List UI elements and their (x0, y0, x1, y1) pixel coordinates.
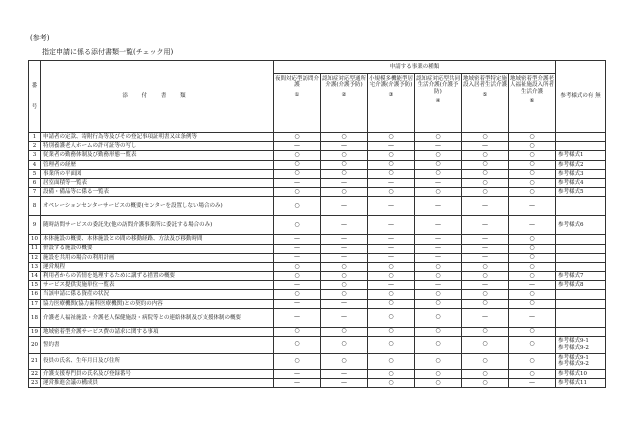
requirement-mark: — (462, 281, 509, 290)
requirement-mark: ○ (368, 272, 415, 281)
table-row (29, 308, 606, 327)
requirement-mark: — (368, 216, 415, 235)
requirement-mark: ○ (415, 327, 462, 336)
remark-form: 参考様式7 (556, 272, 606, 281)
requirement-mark: ○ (321, 262, 368, 271)
table-row (29, 281, 606, 290)
requirement-mark: ○ (321, 169, 368, 178)
requirement-mark: ○ (321, 160, 368, 169)
document-name: 運営推進会議の構成員 (41, 379, 274, 388)
requirement-mark: ○ (462, 337, 509, 354)
requirement-mark: — (274, 379, 321, 388)
table-row (29, 262, 606, 271)
document-name: 設備・備品等に係る一覧表 (41, 188, 274, 197)
remark-form: 参考様式1 (556, 151, 606, 160)
service-header-5 (462, 74, 509, 133)
remark-form: 参考様式4 (556, 178, 606, 187)
requirement-mark: ○ (462, 370, 509, 379)
requirement-mark: — (509, 379, 556, 388)
reference-label: (参考) (30, 34, 50, 42)
requirement-mark: — (415, 253, 462, 262)
remark-form (556, 299, 606, 308)
requirement-mark: ○ (415, 299, 462, 308)
requirement-mark: — (274, 299, 321, 308)
requirement-mark: — (462, 197, 509, 216)
remark-form (556, 142, 606, 151)
requirement-mark: — (274, 308, 321, 327)
document-name: 介護老人福祉施設・介護老人保健施設・病院等との連絡体制及び支援体制の概要 (41, 308, 274, 327)
remark-form: 参考様式3 (556, 169, 606, 178)
table-row (29, 188, 606, 197)
requirement-mark: ○ (509, 235, 556, 244)
requirement-mark: — (415, 244, 462, 253)
requirement-mark: — (415, 197, 462, 216)
requirement-mark: ○ (462, 272, 509, 281)
requirement-mark: ○ (368, 370, 415, 379)
requirement-mark: ○ (321, 188, 368, 197)
row-number: 9 (29, 216, 41, 235)
document-name: 地域密着型介護サービス費の請求に関する事項 (41, 327, 274, 336)
document-name: 事業所の平面図 (41, 169, 274, 178)
requirement-mark: — (462, 244, 509, 253)
requirement-mark: ○ (415, 169, 462, 178)
service-name: 地域密着型介護老人福祉施設入所者生活介護 (510, 76, 555, 95)
requirement-mark: ○ (509, 272, 556, 281)
document-name: 従業者の勤務体制及び勤務形態一覧表 (41, 151, 274, 160)
requirement-mark: ○ (415, 151, 462, 160)
requirement-mark: — (368, 235, 415, 244)
requirement-mark: ○ (415, 308, 462, 327)
attachment-checklist-table (28, 60, 606, 388)
requirement-mark: ○ (321, 327, 368, 336)
requirement-mark: ○ (321, 337, 368, 354)
requirement-mark: ○ (274, 133, 321, 142)
requirement-mark: — (415, 178, 462, 187)
requirement-mark: ○ (509, 244, 556, 253)
table-row (29, 272, 606, 281)
remark-form: 参考様式6 (556, 216, 606, 235)
row-number: 6 (29, 178, 41, 187)
row-number: 17 (29, 299, 41, 308)
document-heading: 指定申請に係る添付書類一覧(チェック用) (42, 48, 174, 56)
table-row (29, 160, 606, 169)
table-row (29, 169, 606, 178)
requirement-mark: ○ (368, 299, 415, 308)
remark-form (556, 327, 606, 336)
requirement-mark: ○ (274, 337, 321, 354)
service-number: ⑥ (529, 97, 535, 104)
requirement-mark: ○ (415, 290, 462, 299)
requirement-mark: ○ (509, 253, 556, 262)
requirement-mark: ○ (274, 327, 321, 336)
table-row (29, 197, 606, 216)
requirement-mark: ○ (368, 327, 415, 336)
requirement-mark: ○ (415, 188, 462, 197)
document-name: 管理者の経歴 (41, 160, 274, 169)
requirement-mark: — (321, 216, 368, 235)
requirement-mark: — (274, 281, 321, 290)
remark-form (556, 197, 606, 216)
requirement-mark: ○ (415, 160, 462, 169)
requirement-mark: ○ (321, 290, 368, 299)
service-header-4 (415, 74, 462, 133)
requirement-mark: ○ (415, 272, 462, 281)
requirement-mark: — (368, 197, 415, 216)
requirement-mark: ○ (509, 370, 556, 379)
document-name: 特別養護老人ホームの許可証等の写し (41, 142, 274, 151)
requirement-mark: — (509, 281, 556, 290)
requirement-mark: ○ (462, 379, 509, 388)
document-name: サービス提供実施単位一覧表 (41, 281, 274, 290)
requirement-mark: ○ (274, 262, 321, 271)
row-number: 5 (29, 169, 41, 178)
document-column-header: 添 付 書 類 (41, 61, 274, 133)
requirement-mark: — (274, 370, 321, 379)
requirement-mark: ○ (368, 262, 415, 271)
remark-form (556, 133, 606, 142)
requirement-mark: ○ (415, 337, 462, 354)
document-name: 協力医療機関(協力歯科医療機関)との契約の内容 (41, 299, 274, 308)
requirement-mark: — (321, 142, 368, 151)
document-name: 居室面積等一覧表 (41, 178, 274, 187)
row-number: 18 (29, 308, 41, 327)
remark-form: 参考様式9-1 参考様式9-2 (556, 337, 606, 354)
requirement-mark: ○ (321, 272, 368, 281)
service-types-header: 申請する事業の種類 (274, 61, 556, 74)
row-number: 22 (29, 370, 41, 379)
row-number: 11 (29, 244, 41, 253)
row-number: 10 (29, 235, 41, 244)
requirement-mark: ○ (274, 160, 321, 169)
document-name: 当該申請に係る資産の状況 (41, 290, 274, 299)
requirement-mark: — (415, 281, 462, 290)
row-number: 15 (29, 281, 41, 290)
remark-form: 参考様式11 (556, 379, 606, 388)
remark-form (556, 290, 606, 299)
service-name: 地域密着型特定施設入居者生活介護 (463, 76, 508, 89)
service-name: 認知症対応型共同生活介護(介護予防) (416, 76, 461, 95)
requirement-mark: ○ (509, 262, 556, 271)
requirement-mark: — (415, 216, 462, 235)
requirement-mark: — (509, 216, 556, 235)
requirement-mark: ○ (509, 299, 556, 308)
requirement-mark: — (274, 235, 321, 244)
requirement-mark: — (368, 281, 415, 290)
remark-form: 参考様式5 (556, 188, 606, 197)
requirement-mark: ○ (462, 290, 509, 299)
requirement-mark: ○ (509, 188, 556, 197)
requirement-mark: ○ (368, 290, 415, 299)
row-number: 20 (29, 337, 41, 354)
row-number: 1 (29, 133, 41, 142)
row-number: 2 (29, 142, 41, 151)
document-name: 誓約書 (41, 337, 274, 354)
service-number: ② (341, 91, 347, 98)
requirement-mark: — (509, 308, 556, 327)
requirement-mark: — (415, 142, 462, 151)
row-number: 13 (29, 262, 41, 271)
requirement-mark: — (321, 197, 368, 216)
table-row (29, 235, 606, 244)
requirement-mark: ○ (368, 151, 415, 160)
table-row (29, 290, 606, 299)
requirement-mark: ○ (274, 216, 321, 235)
requirement-mark: — (462, 142, 509, 151)
requirement-mark: ○ (509, 178, 556, 187)
requirement-mark: — (321, 299, 368, 308)
requirement-mark: ○ (462, 169, 509, 178)
requirement-mark: ○ (415, 262, 462, 271)
requirement-mark: ○ (368, 188, 415, 197)
requirement-mark: ○ (509, 290, 556, 299)
row-number: 7 (29, 188, 41, 197)
document-name: 利用者からの苦情を処理するために講ずる措置の概要 (41, 272, 274, 281)
remark-form: 参考様式8 (556, 281, 606, 290)
row-number: 8 (29, 197, 41, 216)
requirement-mark: — (415, 235, 462, 244)
requirement-mark: ○ (368, 337, 415, 354)
requirement-mark: ○ (462, 327, 509, 336)
requirement-mark: — (462, 253, 509, 262)
remark-form (556, 244, 606, 253)
requirement-mark: — (321, 370, 368, 379)
requirement-mark: ○ (368, 308, 415, 327)
requirement-mark: — (368, 178, 415, 187)
document-name: 申請者の定款、寄附行為等及びその登記事項証明書又は条例等 (41, 133, 274, 142)
requirement-mark: ○ (462, 178, 509, 187)
requirement-mark: — (321, 235, 368, 244)
document-name: 運営規程 (41, 262, 274, 271)
row-number: 4 (29, 160, 41, 169)
requirement-mark: ○ (415, 353, 462, 370)
service-number: ① (294, 91, 300, 98)
service-name: 認知症対応型通所介護(介護予防) (322, 76, 367, 89)
service-header-6 (509, 74, 556, 133)
requirement-mark: — (274, 142, 321, 151)
document-name: 施設を共用の場合の利用計画 (41, 253, 274, 262)
number-column-header: 番 号 (29, 61, 41, 133)
service-name: 夜間対応型訪問介護 (275, 76, 320, 89)
service-header-3 (368, 74, 415, 133)
table-row (29, 151, 606, 160)
requirement-mark: ○ (321, 151, 368, 160)
requirement-mark: — (321, 253, 368, 262)
requirement-mark: ○ (462, 299, 509, 308)
requirement-mark: — (368, 142, 415, 151)
requirement-mark: — (321, 308, 368, 327)
row-number: 16 (29, 290, 41, 299)
requirement-mark: ○ (274, 169, 321, 178)
requirement-mark: ○ (274, 272, 321, 281)
requirement-mark: ○ (274, 188, 321, 197)
row-number: 12 (29, 253, 41, 262)
row-number: 21 (29, 353, 41, 370)
requirement-mark: — (321, 379, 368, 388)
requirement-mark: — (321, 178, 368, 187)
remark-form (556, 253, 606, 262)
remark-form (556, 262, 606, 271)
row-number: 19 (29, 327, 41, 336)
requirement-mark: — (274, 178, 321, 187)
requirement-mark: — (368, 244, 415, 253)
table-row (29, 299, 606, 308)
requirement-mark: ○ (321, 133, 368, 142)
requirement-mark: — (462, 235, 509, 244)
requirement-mark: — (462, 216, 509, 235)
table-row (29, 370, 606, 379)
requirement-mark: ○ (509, 133, 556, 142)
service-number: ③ (388, 91, 394, 98)
requirement-mark: ○ (509, 160, 556, 169)
requirement-mark: ○ (509, 169, 556, 178)
document-name: 併設する施設の概要 (41, 244, 274, 253)
requirement-mark: ○ (462, 262, 509, 271)
requirement-mark: ○ (509, 142, 556, 151)
requirement-mark: ○ (368, 160, 415, 169)
requirement-mark: — (368, 253, 415, 262)
requirement-mark: — (274, 244, 321, 253)
service-header-1 (274, 74, 321, 133)
requirement-mark: ○ (509, 327, 556, 336)
service-number: ⑤ (482, 91, 488, 98)
document-name: オペレーションセンターサービスの概要(センターを設置しない場合のみ) (41, 197, 274, 216)
requirement-mark: ○ (462, 133, 509, 142)
remarks-column-header: 参考様式の有 無 (556, 61, 606, 133)
row-number: 14 (29, 272, 41, 281)
requirement-mark: ○ (462, 353, 509, 370)
requirement-mark: — (321, 244, 368, 253)
requirement-mark: ○ (274, 151, 321, 160)
document-name: 役員の氏名、生年月日及び住所 (41, 353, 274, 370)
requirement-mark: ○ (274, 353, 321, 370)
requirement-mark: ○ (462, 151, 509, 160)
requirement-mark: ○ (415, 370, 462, 379)
requirement-mark: ○ (368, 379, 415, 388)
requirement-mark: — (509, 197, 556, 216)
table-row (29, 327, 606, 336)
service-name: 小規模多機能型居宅介護(介護予防) (369, 76, 414, 89)
table-row (29, 244, 606, 253)
requirement-mark: ○ (462, 160, 509, 169)
document-name: 介護支援専門員の氏名及び登録番号 (41, 370, 274, 379)
requirement-mark: ○ (462, 188, 509, 197)
requirement-mark: ○ (509, 151, 556, 160)
requirement-mark: ○ (321, 353, 368, 370)
row-number: 3 (29, 151, 41, 160)
requirement-mark: ○ (415, 379, 462, 388)
remark-form: 参考様式10 (556, 370, 606, 379)
requirement-mark: ○ (274, 197, 321, 216)
requirement-mark: ○ (274, 290, 321, 299)
table-row (29, 353, 606, 370)
requirement-mark: — (274, 253, 321, 262)
table-row (29, 379, 606, 388)
requirement-mark: ○ (415, 133, 462, 142)
requirement-mark: — (462, 308, 509, 327)
requirement-mark: ○ (368, 353, 415, 370)
requirement-mark: ○ (368, 133, 415, 142)
requirement-mark: ○ (509, 337, 556, 354)
remark-form (556, 235, 606, 244)
table-row (29, 216, 606, 235)
remark-form: 参考様式9-1 参考様式9-2 (556, 353, 606, 370)
row-number: 23 (29, 379, 41, 388)
service-header-2 (321, 74, 368, 133)
remark-form (556, 308, 606, 327)
table-row (29, 178, 606, 187)
table-row (29, 337, 606, 354)
requirement-mark: ○ (368, 169, 415, 178)
requirement-mark: ○ (509, 353, 556, 370)
table-row (29, 133, 606, 142)
requirement-mark: ○ (321, 281, 368, 290)
remark-form: 参考様式2 (556, 160, 606, 169)
table-row (29, 142, 606, 151)
document-name: 随時訪問サービスの委託先(他の訪問介護事業所に委託する場合のみ) (41, 216, 274, 235)
service-number: ④ (435, 97, 441, 104)
table-row (29, 253, 606, 262)
document-name: 本体施設の概要、本体施設との間の移動経路、方法及び移動時間 (41, 235, 274, 244)
